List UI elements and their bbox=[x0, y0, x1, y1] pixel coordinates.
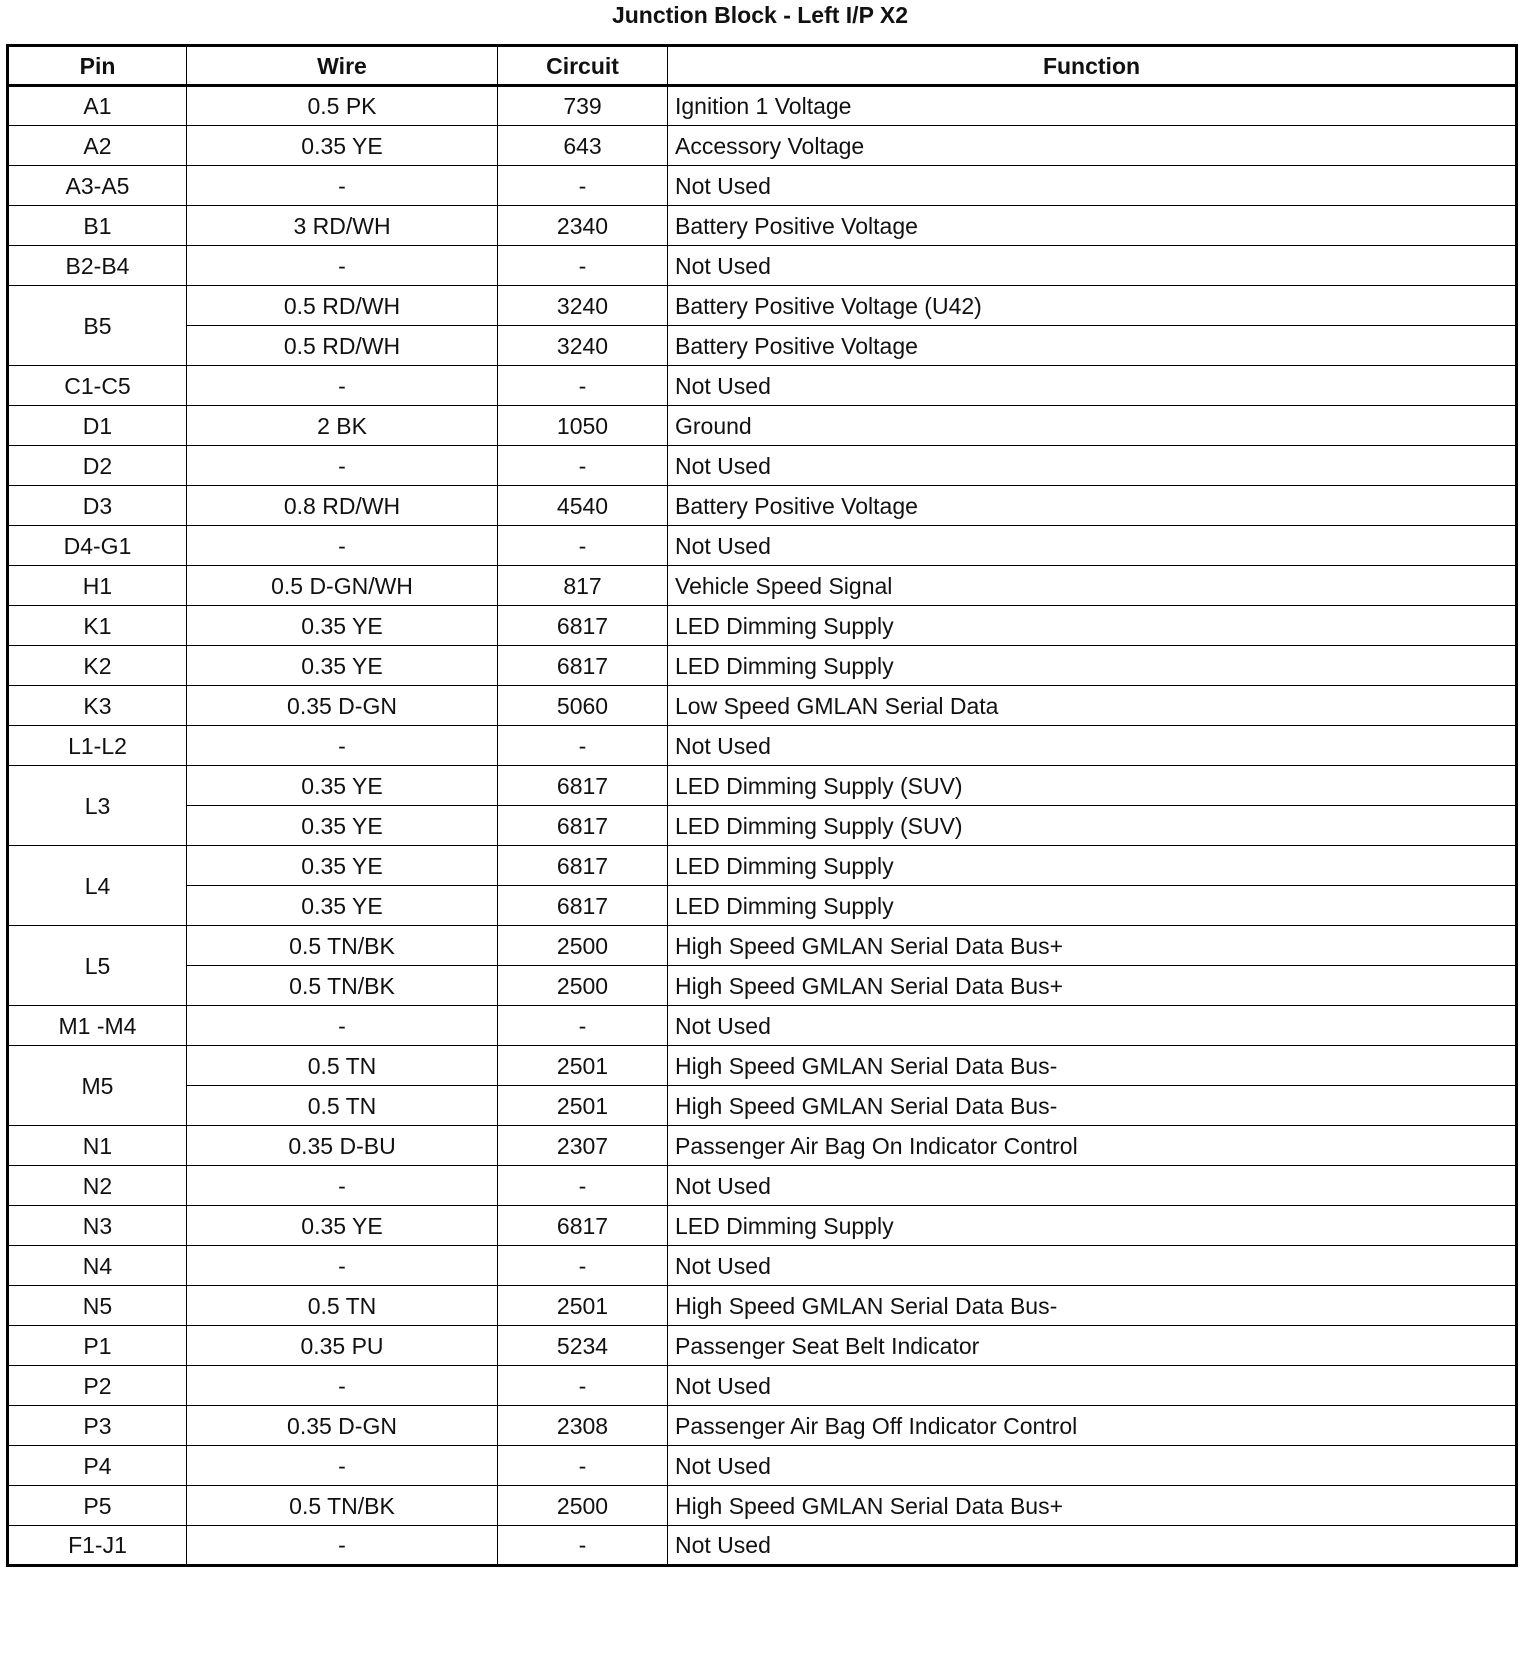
function-cell: Not Used bbox=[668, 726, 1517, 766]
circuit-cell: 6817 bbox=[498, 806, 668, 846]
wire-cell: 3 RD/WH bbox=[187, 206, 498, 246]
circuit-cell: 5234 bbox=[498, 1326, 668, 1366]
function-cell: LED Dimming Supply bbox=[668, 646, 1517, 686]
table-row bbox=[8, 606, 1517, 646]
wire-cell: 0.5 TN/BK bbox=[187, 926, 498, 966]
wire-cell: 0.35 PU bbox=[187, 1326, 498, 1366]
wire-cell: - bbox=[187, 1446, 498, 1486]
wire-cell: 0.5 TN/BK bbox=[187, 966, 498, 1006]
wire-cell: - bbox=[187, 446, 498, 486]
wire-cell: 0.5 RD/WH bbox=[187, 326, 498, 366]
circuit-cell: - bbox=[498, 1006, 668, 1046]
wire-cell: - bbox=[187, 1246, 498, 1286]
circuit-cell: - bbox=[498, 1526, 668, 1566]
pin-cell: D2 bbox=[8, 446, 187, 486]
pin-cell: B2-B4 bbox=[8, 246, 187, 286]
circuit-cell: - bbox=[498, 246, 668, 286]
wire-cell: 0.5 TN/BK bbox=[187, 1486, 498, 1526]
table-row bbox=[8, 1526, 1517, 1566]
table-row bbox=[8, 646, 1517, 686]
pin-cell: K3 bbox=[8, 686, 187, 726]
circuit-cell: 2501 bbox=[498, 1046, 668, 1086]
function-cell: High Speed GMLAN Serial Data Bus- bbox=[668, 1286, 1517, 1326]
table-row bbox=[8, 566, 1517, 606]
circuit-cell: 6817 bbox=[498, 646, 668, 686]
column-header-function: Function bbox=[668, 46, 1517, 86]
pin-cell: H1 bbox=[8, 566, 187, 606]
pin-cell: L5 bbox=[8, 926, 187, 1006]
circuit-cell: 5060 bbox=[498, 686, 668, 726]
circuit-cell: 2500 bbox=[498, 966, 668, 1006]
table-row bbox=[8, 486, 1517, 526]
pin-cell: L3 bbox=[8, 766, 187, 846]
pin-cell: K2 bbox=[8, 646, 187, 686]
pinout-table bbox=[6, 44, 1518, 1567]
circuit-cell: 6817 bbox=[498, 766, 668, 806]
table-row bbox=[8, 1006, 1517, 1046]
table-row bbox=[8, 1126, 1517, 1166]
header-row bbox=[8, 46, 1517, 86]
circuit-cell: - bbox=[498, 366, 668, 406]
circuit-cell: - bbox=[498, 446, 668, 486]
wire-cell: 0.5 TN bbox=[187, 1286, 498, 1326]
table-row bbox=[8, 246, 1517, 286]
pin-cell: K1 bbox=[8, 606, 187, 646]
circuit-cell: 6817 bbox=[498, 606, 668, 646]
circuit-cell: 3240 bbox=[498, 286, 668, 326]
function-cell: High Speed GMLAN Serial Data Bus- bbox=[668, 1086, 1517, 1126]
pin-cell: M5 bbox=[8, 1046, 187, 1126]
pin-cell: P1 bbox=[8, 1326, 187, 1366]
pin-cell: N1 bbox=[8, 1126, 187, 1166]
function-cell: Not Used bbox=[668, 1366, 1517, 1406]
function-cell: LED Dimming Supply (SUV) bbox=[668, 806, 1517, 846]
table-row bbox=[8, 886, 1517, 926]
circuit-cell: 643 bbox=[498, 126, 668, 166]
table-row bbox=[8, 966, 1517, 1006]
function-cell: Not Used bbox=[668, 1166, 1517, 1206]
pin-cell: D1 bbox=[8, 406, 187, 446]
circuit-cell: 2501 bbox=[498, 1286, 668, 1326]
wire-cell: 0.35 D-GN bbox=[187, 686, 498, 726]
table-row bbox=[8, 326, 1517, 366]
pin-cell: N4 bbox=[8, 1246, 187, 1286]
pin-cell: C1-C5 bbox=[8, 366, 187, 406]
table-row bbox=[8, 806, 1517, 846]
pin-cell: B1 bbox=[8, 206, 187, 246]
function-cell: Battery Positive Voltage bbox=[668, 206, 1517, 246]
function-cell: Battery Positive Voltage bbox=[668, 486, 1517, 526]
wire-cell: 0.5 RD/WH bbox=[187, 286, 498, 326]
table-row bbox=[8, 766, 1517, 806]
table-body bbox=[8, 86, 1517, 1566]
circuit-cell: - bbox=[498, 1446, 668, 1486]
wire-cell: 0.5 D-GN/WH bbox=[187, 566, 498, 606]
pin-cell: D4-G1 bbox=[8, 526, 187, 566]
circuit-cell: - bbox=[498, 166, 668, 206]
table-row bbox=[8, 1446, 1517, 1486]
function-cell: Not Used bbox=[668, 166, 1517, 206]
wire-cell: - bbox=[187, 1166, 498, 1206]
circuit-cell: - bbox=[498, 1246, 668, 1286]
function-cell: Passenger Air Bag Off Indicator Control bbox=[668, 1406, 1517, 1446]
wire-cell: 2 BK bbox=[187, 406, 498, 446]
function-cell: Battery Positive Voltage bbox=[668, 326, 1517, 366]
circuit-cell: - bbox=[498, 1366, 668, 1406]
function-cell: Ground bbox=[668, 406, 1517, 446]
wire-cell: - bbox=[187, 166, 498, 206]
function-cell: Passenger Seat Belt Indicator bbox=[668, 1326, 1517, 1366]
wire-cell: 0.35 D-GN bbox=[187, 1406, 498, 1446]
function-cell: Passenger Air Bag On Indicator Control bbox=[668, 1126, 1517, 1166]
pin-cell: N3 bbox=[8, 1206, 187, 1246]
function-cell: Accessory Voltage bbox=[668, 126, 1517, 166]
pin-cell: P3 bbox=[8, 1406, 187, 1446]
function-cell: Not Used bbox=[668, 1246, 1517, 1286]
circuit-cell: 2500 bbox=[498, 926, 668, 966]
wire-cell: 0.35 YE bbox=[187, 766, 498, 806]
table-row bbox=[8, 1086, 1517, 1126]
table-row bbox=[8, 286, 1517, 326]
function-cell: Ignition 1 Voltage bbox=[668, 86, 1517, 126]
function-cell: Not Used bbox=[668, 526, 1517, 566]
function-cell: Not Used bbox=[668, 1006, 1517, 1046]
wire-cell: 0.35 YE bbox=[187, 1206, 498, 1246]
table-row bbox=[8, 446, 1517, 486]
pin-cell: A3-A5 bbox=[8, 166, 187, 206]
function-cell: Vehicle Speed Signal bbox=[668, 566, 1517, 606]
table-row bbox=[8, 86, 1517, 126]
wire-cell: 0.5 PK bbox=[187, 86, 498, 126]
pin-cell: A2 bbox=[8, 126, 187, 166]
wire-cell: - bbox=[187, 366, 498, 406]
table-row bbox=[8, 686, 1517, 726]
pin-cell: P4 bbox=[8, 1446, 187, 1486]
function-cell: Not Used bbox=[668, 1446, 1517, 1486]
table-row bbox=[8, 206, 1517, 246]
function-cell: Not Used bbox=[668, 246, 1517, 286]
wire-cell: - bbox=[187, 526, 498, 566]
circuit-cell: 1050 bbox=[498, 406, 668, 446]
pin-cell: L1-L2 bbox=[8, 726, 187, 766]
column-header-pin: Pin bbox=[8, 46, 187, 86]
pin-cell: D3 bbox=[8, 486, 187, 526]
wire-cell: - bbox=[187, 1006, 498, 1046]
table-row bbox=[8, 1166, 1517, 1206]
wire-cell: - bbox=[187, 726, 498, 766]
table-row bbox=[8, 726, 1517, 766]
wire-cell: - bbox=[187, 1526, 498, 1566]
function-cell: Not Used bbox=[668, 1526, 1517, 1566]
wire-cell: 0.35 YE bbox=[187, 846, 498, 886]
table-row bbox=[8, 126, 1517, 166]
circuit-cell: 6817 bbox=[498, 886, 668, 926]
table-row bbox=[8, 1046, 1517, 1086]
function-cell: Not Used bbox=[668, 446, 1517, 486]
table-row bbox=[8, 1246, 1517, 1286]
function-cell: High Speed GMLAN Serial Data Bus- bbox=[668, 1046, 1517, 1086]
circuit-cell: 6817 bbox=[498, 846, 668, 886]
table-header bbox=[8, 46, 1517, 86]
circuit-cell: 2308 bbox=[498, 1406, 668, 1446]
circuit-cell: 817 bbox=[498, 566, 668, 606]
function-cell: High Speed GMLAN Serial Data Bus+ bbox=[668, 1486, 1517, 1526]
wire-cell: 0.5 TN bbox=[187, 1046, 498, 1086]
wire-cell: 0.8 RD/WH bbox=[187, 486, 498, 526]
table-row bbox=[8, 526, 1517, 566]
table-row bbox=[8, 926, 1517, 966]
circuit-cell: 739 bbox=[498, 86, 668, 126]
function-cell: LED Dimming Supply bbox=[668, 1206, 1517, 1246]
column-header-circuit: Circuit bbox=[498, 46, 668, 86]
wire-cell: 0.35 YE bbox=[187, 126, 498, 166]
function-cell: LED Dimming Supply bbox=[668, 846, 1517, 886]
table-row bbox=[8, 1286, 1517, 1326]
circuit-cell: 2340 bbox=[498, 206, 668, 246]
wire-cell: 0.35 YE bbox=[187, 806, 498, 846]
function-cell: High Speed GMLAN Serial Data Bus+ bbox=[668, 926, 1517, 966]
table-row bbox=[8, 1366, 1517, 1406]
circuit-cell: 2500 bbox=[498, 1486, 668, 1526]
pin-cell: N2 bbox=[8, 1166, 187, 1206]
pin-cell: M1 -M4 bbox=[8, 1006, 187, 1046]
function-cell: Low Speed GMLAN Serial Data bbox=[668, 686, 1517, 726]
circuit-cell: - bbox=[498, 1166, 668, 1206]
wire-cell: 0.35 YE bbox=[187, 606, 498, 646]
wire-cell: 0.5 TN bbox=[187, 1086, 498, 1126]
table-row bbox=[8, 846, 1517, 886]
table-row bbox=[8, 406, 1517, 446]
function-cell: High Speed GMLAN Serial Data Bus+ bbox=[668, 966, 1517, 1006]
function-cell: Battery Positive Voltage (U42) bbox=[668, 286, 1517, 326]
page-title: Junction Block - Left I/P X2 bbox=[611, 2, 909, 28]
table-row bbox=[8, 1486, 1517, 1526]
wire-cell: - bbox=[187, 1366, 498, 1406]
circuit-cell: - bbox=[498, 526, 668, 566]
pin-cell: P2 bbox=[8, 1366, 187, 1406]
pin-cell: N5 bbox=[8, 1286, 187, 1326]
pin-cell: F1-J1 bbox=[8, 1526, 187, 1566]
pin-cell: L4 bbox=[8, 846, 187, 926]
circuit-cell: 2307 bbox=[498, 1126, 668, 1166]
table-row bbox=[8, 366, 1517, 406]
wire-cell: 0.35 YE bbox=[187, 646, 498, 686]
function-cell: LED Dimming Supply bbox=[668, 606, 1517, 646]
function-cell: LED Dimming Supply bbox=[668, 886, 1517, 926]
wire-cell: 0.35 YE bbox=[187, 886, 498, 926]
column-header-wire: Wire bbox=[187, 46, 498, 86]
wire-cell: - bbox=[187, 246, 498, 286]
pin-cell: A1 bbox=[8, 86, 187, 126]
table-row bbox=[8, 1206, 1517, 1246]
circuit-cell: 3240 bbox=[498, 326, 668, 366]
circuit-cell: - bbox=[498, 726, 668, 766]
table-row bbox=[8, 166, 1517, 206]
function-cell: LED Dimming Supply (SUV) bbox=[668, 766, 1517, 806]
circuit-cell: 6817 bbox=[498, 1206, 668, 1246]
table-row bbox=[8, 1326, 1517, 1366]
circuit-cell: 2501 bbox=[498, 1086, 668, 1126]
circuit-cell: 4540 bbox=[498, 486, 668, 526]
pin-cell: P5 bbox=[8, 1486, 187, 1526]
function-cell: Not Used bbox=[668, 366, 1517, 406]
table-row bbox=[8, 1406, 1517, 1446]
wire-cell: 0.35 D-BU bbox=[187, 1126, 498, 1166]
pin-cell: B5 bbox=[8, 286, 187, 366]
